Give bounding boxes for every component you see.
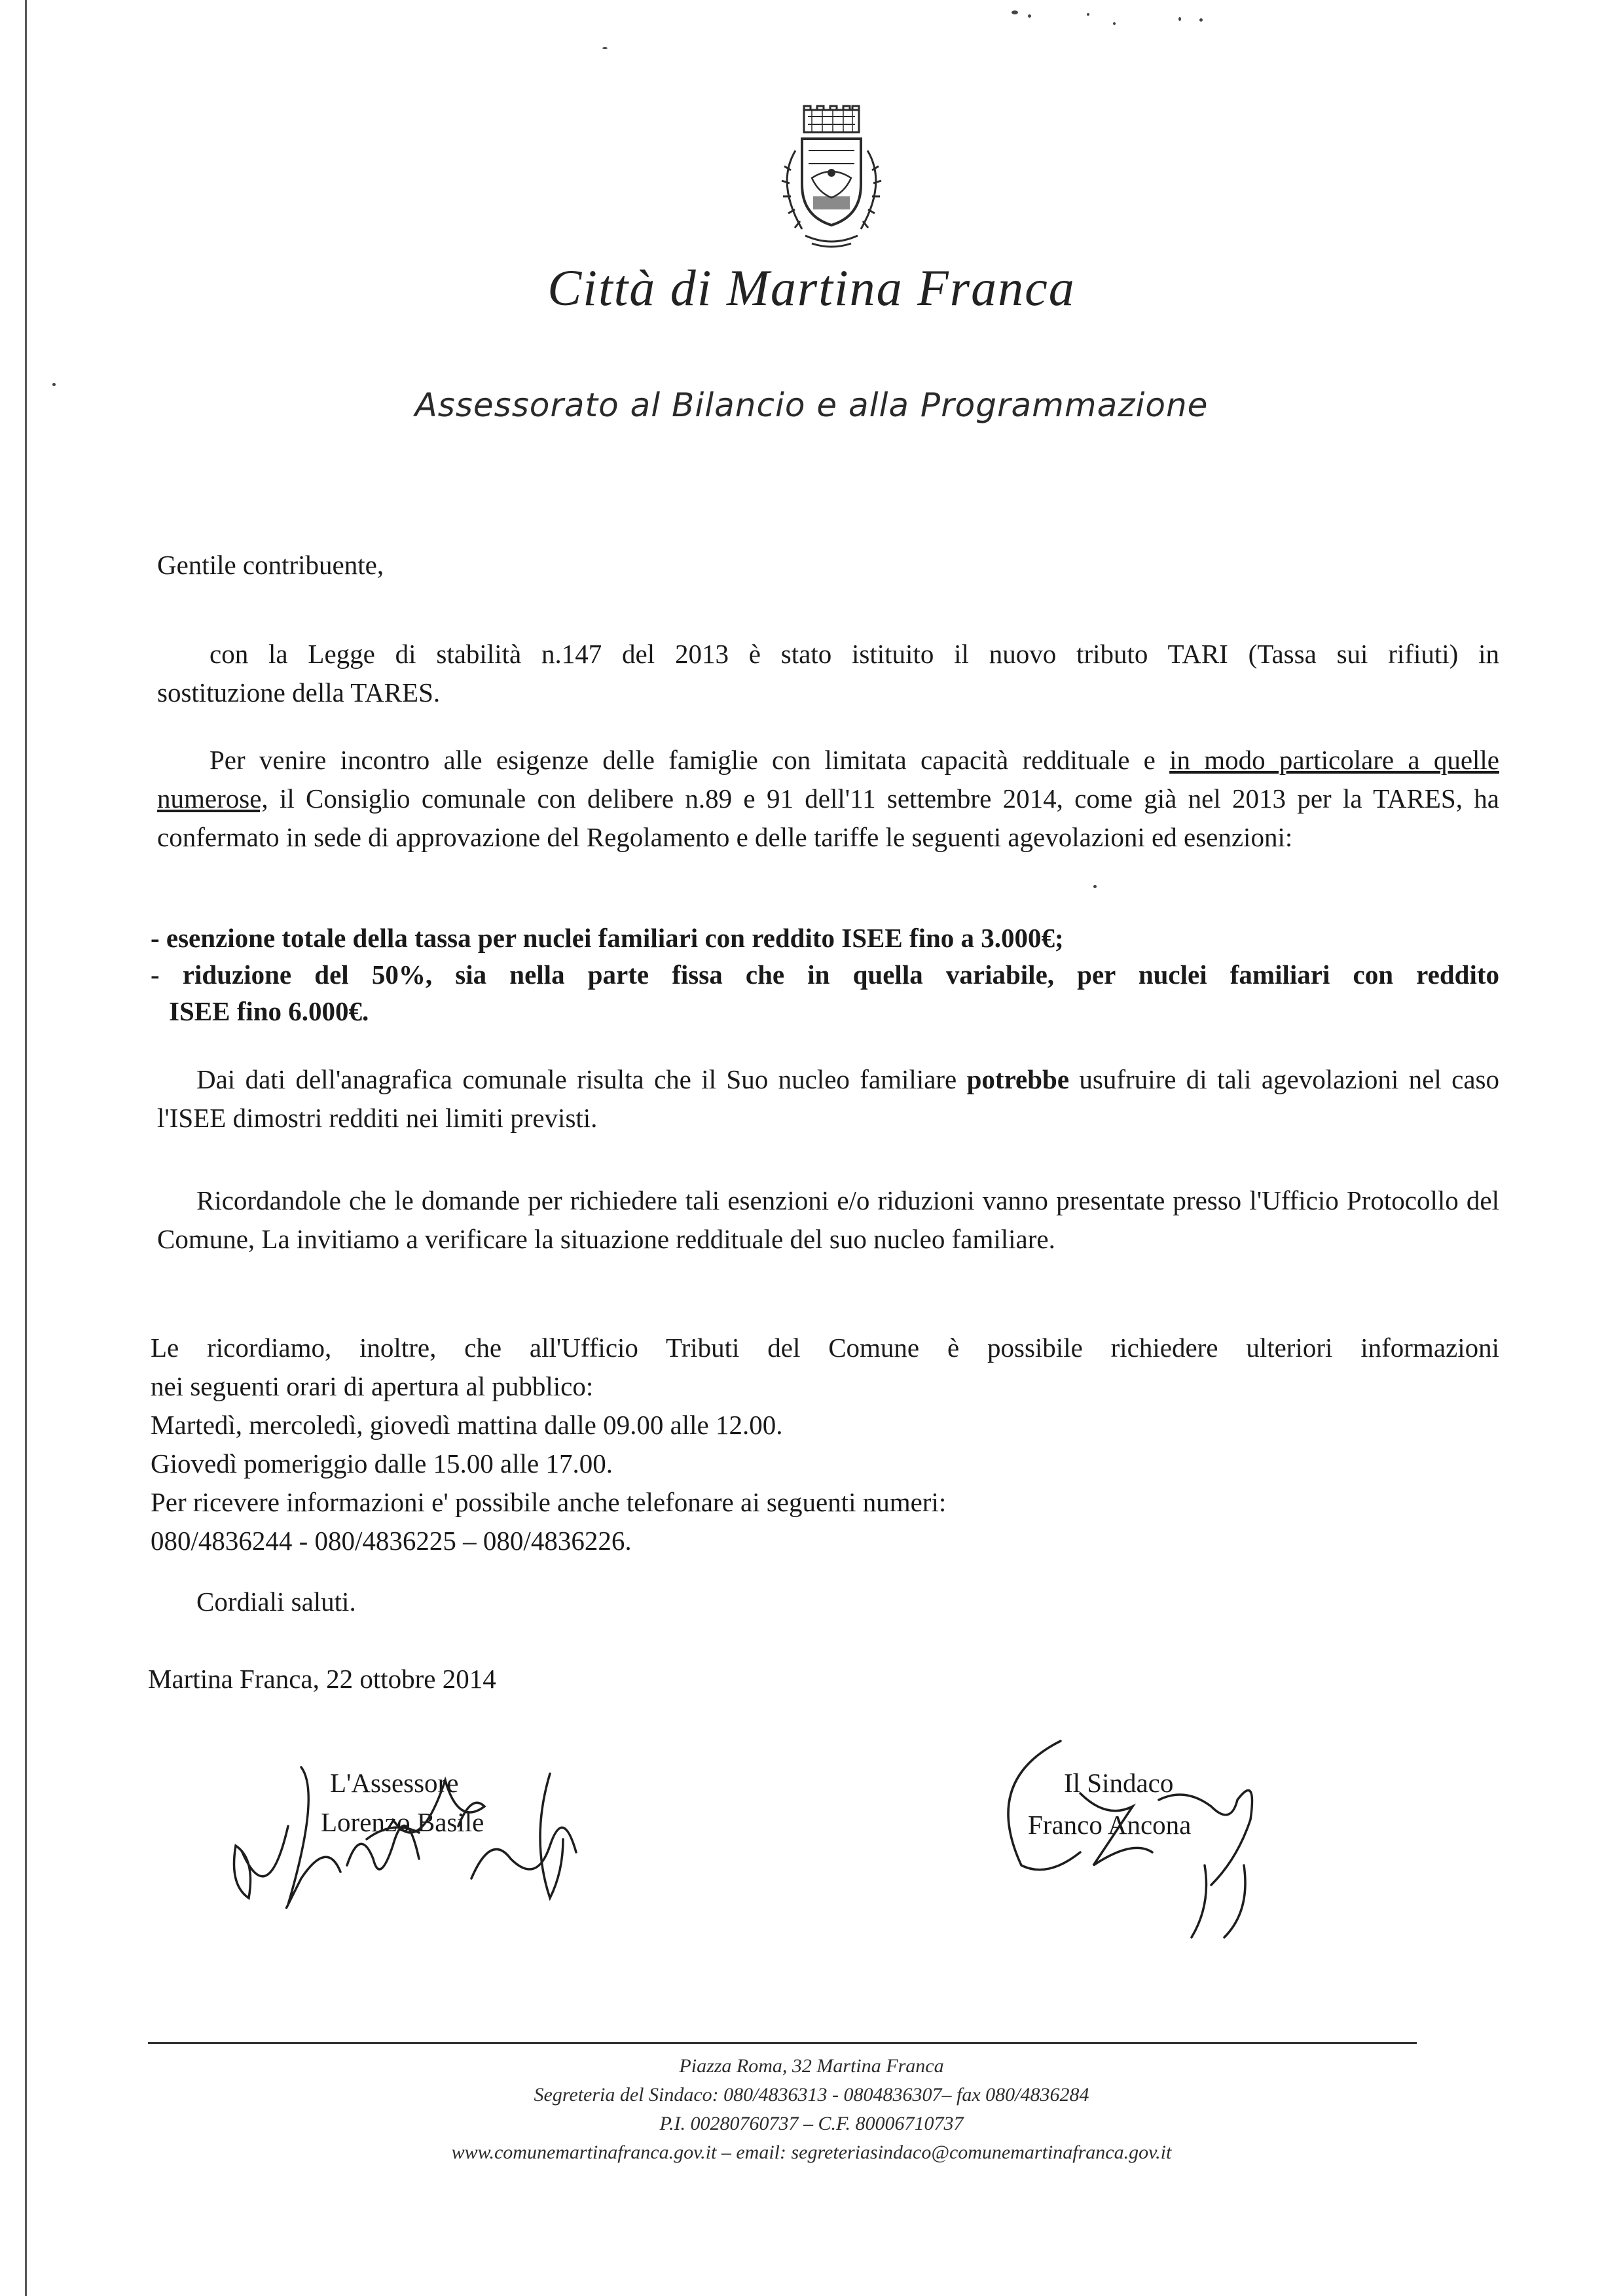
scan-speck bbox=[1087, 13, 1089, 16]
paragraph-text: Dai dati dell'anagrafica comunale risulta che il Suo nucleo familiare bbox=[196, 1064, 967, 1094]
scan-edge-line bbox=[25, 0, 27, 2296]
paragraph-line: con la Legge di stabilità n.147 del 2013 è stato istituito il nuovo tributo TARI (Tassa sui rifiuti) in bbox=[210, 639, 1499, 669]
footer-secretary-phones: Segreteria del Sindaco: 080/4836313 - 0804836307– fax 080/4836284 bbox=[534, 2084, 1089, 2106]
department-heading: Assessorato al Bilancio e alla Programmazione bbox=[414, 386, 1209, 424]
paragraph-line: nei seguenti orari di apertura al pubblico: bbox=[151, 1371, 594, 1401]
office-hours-line: Martedì, mercoledì, giovedì mattina dalle 09.00 alle 12.00. bbox=[151, 1410, 783, 1440]
assessor-title: L'Assessore bbox=[330, 1768, 459, 1798]
paragraph-application-info: Ricordandole che le domande per richiedere tali esenzioni e/o riduzioni vanno presentate presso l'Ufficio Protocollo del Comune, La invitiamo a verificare la situazione reddituale del suo nucleo familiare. bbox=[157, 1185, 1499, 1254]
paragraph-eligibility bbox=[157, 1060, 1499, 1138]
mayor-title: Il Sindaco bbox=[1064, 1768, 1174, 1798]
underlined-text: in modo particolare a quelle numerose, bbox=[157, 745, 1499, 814]
paragraph-line: Le ricordiamo, inoltre, che all'Ufficio Tributi del Comune è possibile richiedere ulteriori informazioni bbox=[151, 1333, 1499, 1363]
scan-speck bbox=[1093, 885, 1097, 888]
paragraph-text: il Consiglio comunale con delibere n.89 e 91 dell'11 settembre 2014, come già nel 2013 per la TARES, ha confermato in sede di approvazione del Regolamento e delle tariffe le seguenti agevolazioni ed esenzioni: bbox=[157, 783, 1499, 852]
scan-speck bbox=[1028, 14, 1031, 18]
mayor-name: Franco Ancona bbox=[1028, 1810, 1192, 1840]
footer-web-email: www.comunemartinafranca.gov.it – email: segreteriasindaco@comunemartinafranca.gov.it bbox=[451, 2142, 1172, 2163]
footer-tax-ids: P.I. 00280760737 – C.F. 80006710737 bbox=[659, 2113, 964, 2134]
paragraph-tari-introduction bbox=[157, 635, 1499, 712]
letter-greeting: Gentile contribuente, bbox=[157, 550, 384, 580]
list-item-reduction: - riduzione del 50%, sia nella parte fissa che in quella variabile, per nuclei familiari con reddito bbox=[151, 960, 1499, 990]
bold-text: potrebbe bbox=[966, 1064, 1070, 1094]
footer-address: Piazza Roma, 32 Martina Franca bbox=[679, 2055, 944, 2077]
paragraph-council-decision bbox=[157, 741, 1499, 857]
place-and-date: Martina Franca, 22 ottobre 2014 bbox=[148, 1664, 496, 1694]
paragraph-office-hours bbox=[151, 1329, 1499, 1560]
scan-speck bbox=[1199, 18, 1203, 22]
paragraph-text: Per venire incontro alle esigenze delle famiglie con limitata capacità reddituale e bbox=[210, 745, 1170, 775]
scan-speck bbox=[1178, 17, 1181, 21]
city-crest-emblem bbox=[766, 105, 897, 255]
assessor-signature bbox=[223, 1754, 615, 1924]
list-item-exemption: - esenzione totale della tassa per nuclei familiari con reddito ISEE fino a 3.000€; bbox=[151, 923, 1064, 953]
city-name-heading: Città di Martina Franca bbox=[547, 259, 1076, 316]
scan-speck bbox=[1113, 22, 1116, 25]
paragraph-text: usufruire di tali agevolazioni nel caso l'ISEE dimostri redditi nei limiti previsti. bbox=[157, 1064, 1499, 1133]
paragraph-line: sostituzione della TARES. bbox=[157, 677, 441, 708]
paragraph-line: Per ricevere informazioni e' possibile anche telefonare ai seguenti numeri: bbox=[151, 1487, 947, 1517]
footer-divider bbox=[148, 2042, 1417, 2044]
list-item-reduction-continued: ISEE fino 6.000€. bbox=[169, 996, 369, 1026]
scan-speck bbox=[1012, 10, 1018, 14]
closing-salutation: Cordiali saluti. bbox=[196, 1587, 356, 1617]
scan-speck bbox=[602, 47, 608, 49]
assessor-name: Lorenzo Basile bbox=[321, 1807, 484, 1837]
exemptions-list bbox=[151, 920, 1499, 1030]
office-hours-line: Giovedì pomeriggio dalle 15.00 alle 17.00. bbox=[151, 1448, 613, 1479]
mayor-signature bbox=[989, 1702, 1270, 1950]
phone-numbers: 080/4836244 - 080/4836225 – 080/4836226. bbox=[151, 1526, 632, 1556]
footer-contact-block bbox=[0, 2052, 1623, 2167]
